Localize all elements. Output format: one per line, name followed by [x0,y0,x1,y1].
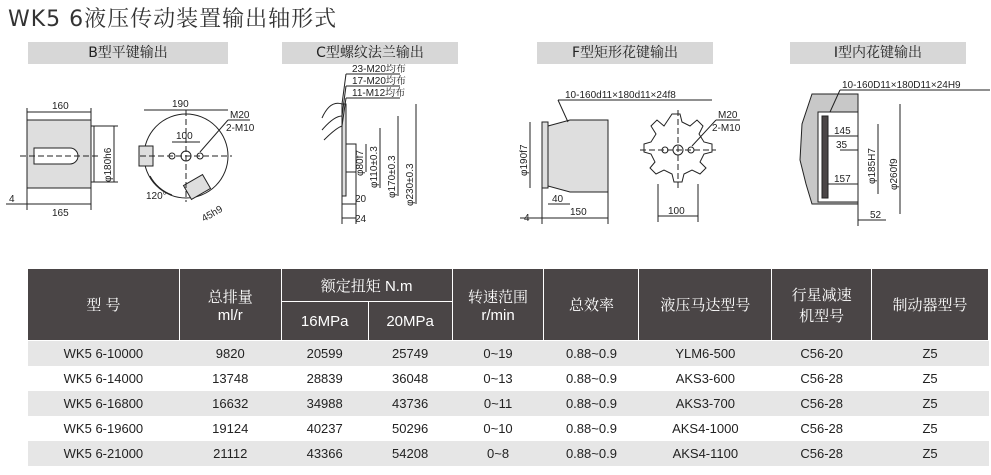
cell-torque-16: 20599 [281,341,368,366]
f-dim-150: 150 [570,207,587,218]
cell-displacement: 9820 [179,341,281,366]
panel-label-c: C型螺纹法兰输出 [282,42,458,64]
f-dim-190f7: φ190f7 [519,144,530,176]
b-dim-160: 160 [52,101,69,112]
drawings-svg [0,64,991,240]
cell-torque-20: 54208 [368,441,452,466]
header-reducer-line2: 机型号 [799,307,845,325]
cell-speed: 0~10 [452,416,544,441]
cell-model: WK5 6-21000 [28,441,180,466]
cell-displacement: 13748 [179,366,281,391]
f-spline-shaft [548,120,608,192]
cell-efficiency: 0.88~0.9 [544,416,639,441]
i-dim-spline: 10-160D11×180D11×24H9 [842,80,961,91]
header-speed [452,269,544,341]
header-torque-16: 16MPa [281,302,368,341]
cell-reducer: C56-28 [772,391,872,416]
header-torque: 额定扭矩 N.m [281,269,452,302]
drawing-i [800,90,990,226]
panel-label-i: I型内花键输出 [790,42,966,64]
cell-motor: AKS4-1100 [639,441,772,466]
header-displacement-label: 总排量 [207,288,253,306]
cell-efficiency: 0.88~0.9 [544,391,639,416]
b-dim-180h6: φ180h6 [103,147,114,182]
c-dim-80f7: φ80f7 [355,150,366,176]
cell-motor: YLM6-500 [639,341,772,366]
page-title: WK5 6液压传动装置输出轴形式 [8,7,338,32]
cell-brake: Z5 [872,416,989,441]
c-dim-170: φ170±0.3 [387,155,398,198]
cell-motor: AKS3-700 [639,391,772,416]
cell-displacement: 16632 [179,391,281,416]
c-dim-24: 24 [355,214,367,225]
f-dim-m20: M20 [718,110,738,121]
cell-torque-16: 34988 [281,391,368,416]
i-dim-157: 157 [834,174,851,185]
table-row [28,366,989,391]
cell-torque-20: 43736 [368,391,452,416]
cell-motor: AKS3-600 [639,366,772,391]
c-dim-23m20: 23-M20均布 [352,64,406,75]
b-dim-m20: M20 [230,110,250,121]
header-speed-label: 转速范围 [468,288,529,306]
cell-reducer: C56-28 [772,366,872,391]
c-flange [342,104,346,196]
cell-efficiency: 0.88~0.9 [544,441,639,466]
cell-motor: AKS4-1000 [639,416,772,441]
i-spline-wall [822,116,828,198]
f-dim-spline: 10-160d11×180d11×24f8 [565,90,676,101]
cell-torque-16: 40237 [281,416,368,441]
cell-torque-20: 50296 [368,416,452,441]
header-speed-unit: r/min [481,306,515,324]
i-dim-260f9: φ260f9 [889,158,900,190]
cell-torque-20: 36048 [368,366,452,391]
cell-model: WK5 6-10000 [28,341,180,366]
header-torque-20: 20MPa [368,302,452,341]
cell-efficiency: 0.88~0.9 [544,366,639,391]
c-dim-11m12: 11-M12均布 [352,88,406,99]
b-dim-165: 165 [52,208,69,219]
spec-table-head [28,269,989,341]
header-model: 型 号 [28,269,180,341]
cell-model: WK5 6-19600 [28,416,180,441]
i-dim-145: 145 [834,126,851,137]
b-dim-45h9: 45h9 [200,203,225,225]
panel-label-b: B型平键输出 [28,42,228,64]
cell-displacement: 21112 [179,441,281,466]
shaft-drawings [0,64,991,240]
header-reducer [772,269,872,341]
b-dim-100: 100 [176,131,193,142]
i-dim-35: 35 [836,140,848,151]
header-displacement [179,269,281,341]
drawing-b [6,108,250,210]
cell-speed: 0~19 [452,341,544,366]
f-dim-2m10: 2-M10 [712,123,741,134]
cell-model: WK5 6-14000 [28,366,180,391]
cell-reducer: C56-28 [772,441,872,466]
table-row [28,341,989,366]
table-row [28,416,989,441]
header-displacement-unit: ml/r [217,306,243,324]
cell-model: WK5 6-16800 [28,391,180,416]
cell-speed: 0~11 [452,391,544,416]
header-motor: 液压马达型号 [639,269,772,341]
cell-brake: Z5 [872,341,989,366]
f-dim-40: 40 [552,194,564,205]
cell-brake: Z5 [872,391,989,416]
cell-brake: Z5 [872,441,989,466]
cell-displacement: 19124 [179,416,281,441]
cell-speed: 0~13 [452,366,544,391]
table-row [28,441,989,466]
cell-torque-16: 43366 [281,441,368,466]
header-brake: 制动器型号 [872,269,989,341]
f-dim-4: 4 [524,213,530,224]
i-dim-52: 52 [870,210,882,221]
c-threads [322,103,342,140]
cell-brake: Z5 [872,366,989,391]
c-dim-110: φ110±0.3 [369,146,380,188]
spec-table-body [28,341,989,466]
b-dim-190: 190 [172,99,189,110]
b-dim-2m10: 2-M10 [226,123,255,134]
c-dim-230: φ230±0.3 [405,163,416,206]
f-flange [542,122,548,188]
cell-torque-20: 25749 [368,341,452,366]
header-efficiency: 总效率 [544,269,639,341]
table-row [28,391,989,416]
f-dim-100: 100 [668,206,685,217]
header-reducer-line1: 行星减速 [791,286,852,304]
i-dim-185h7: φ185H7 [867,148,878,184]
spec-table [27,268,989,466]
b-dim-4: 4 [9,194,15,205]
b-dim-120: 120° [146,191,167,202]
cell-reducer: C56-28 [772,416,872,441]
panel-label-f: F型矩形花键输出 [537,42,713,64]
c-dim-20: 20 [355,194,367,205]
c-dim-17m20: 17-M20均布 [352,76,406,87]
cell-efficiency: 0.88~0.9 [544,341,639,366]
cell-torque-16: 28839 [281,366,368,391]
drawing-f [520,100,740,224]
cell-reducer: C56-20 [772,341,872,366]
cell-speed: 0~8 [452,441,544,466]
